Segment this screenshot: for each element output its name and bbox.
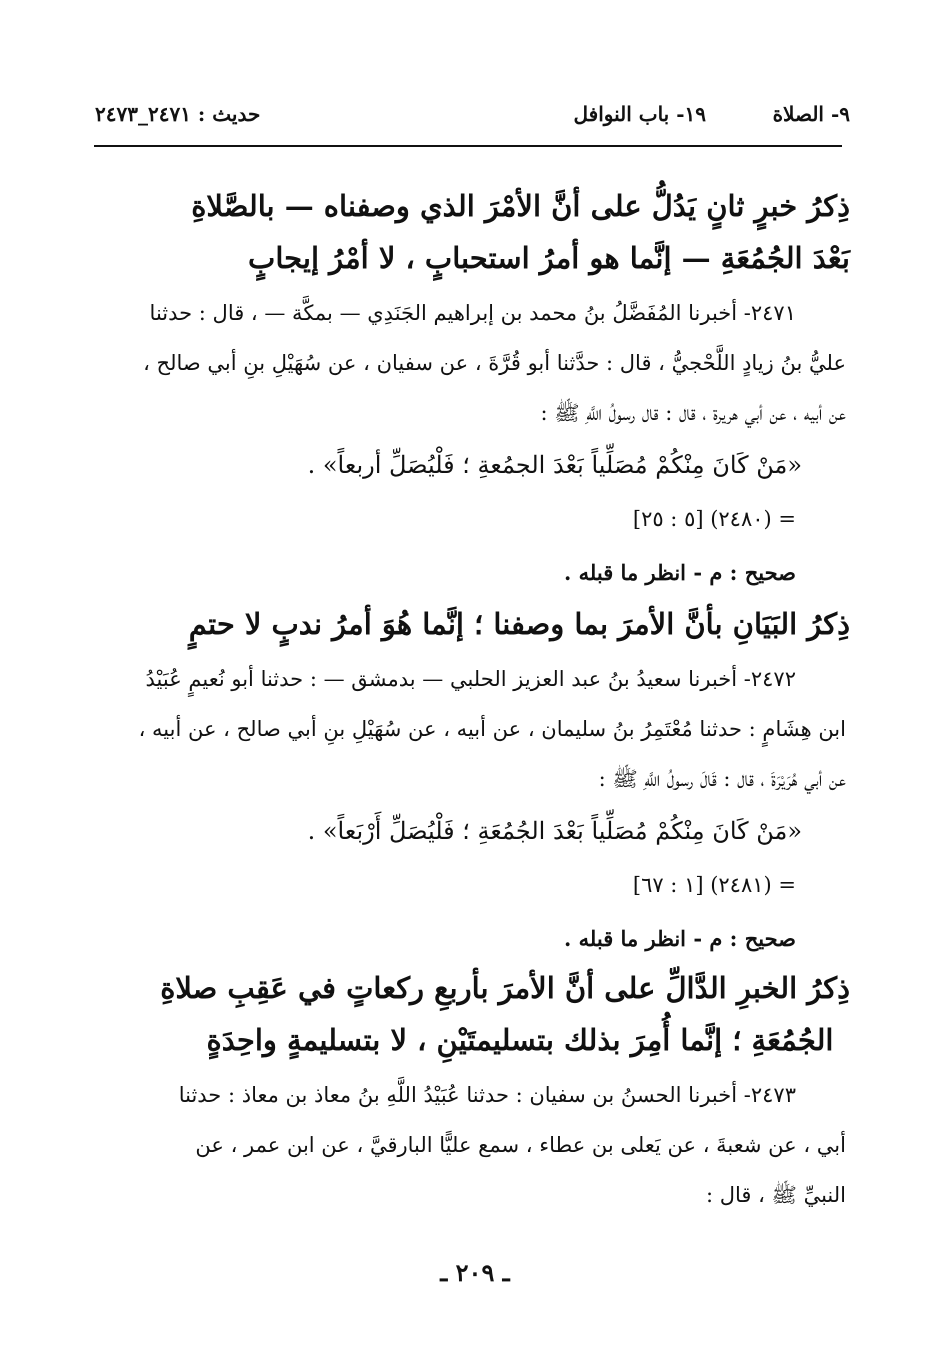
hadith-reference: = (٢٤٨٠) [٥ : ٢٥] xyxy=(632,507,796,531)
title-line: ذِكرُ الخبرِ الدَّالِّ على أنَّ الأمرَ بأربعِ ركعاتٍ في عَقِبِ صلاةِ xyxy=(160,971,850,1005)
hadith-text xyxy=(100,288,846,438)
section-title xyxy=(160,962,850,1066)
section-title xyxy=(190,598,850,650)
title-line: ذِكرُ خبرٍ ثانٍ يَدُلُّ على أنَّ الأمْرَ الذي وصفناه — بالصَّلاةِ xyxy=(191,189,850,223)
section-title xyxy=(190,180,850,284)
running-header-hadith-range: حديث : ٢٤٧١_٢٤٧٣ xyxy=(95,102,261,126)
hadith-matn: «مَنْ كَانَ مِنْكُمْ مُصَلِّياً بَعْدَ الجُمُعَةِ ؛ فَلْيُصَلِّ أَرْبَعاً» . xyxy=(307,817,802,845)
title-line: الجُمُعَةِ ؛ إنَّما أُمِرَ بذلك بتسليمتَيْنِ ، لا بتسليمةٍ واحِدَةٍ xyxy=(206,1023,834,1057)
hadith-line: عن أبي هُرَيْرَةَ ، قال : قَالَ رسولُ اللَّهِ ﷺ : xyxy=(598,767,846,791)
title-line: ذِكرُ البَيَانِ بأنَّ الأمرَ بما وصفنا ؛ إنَّما هُوَ أمرُ ندبٍ لا حتمٍ xyxy=(188,607,850,641)
title-line: بَعْدَ الجُمُعَةِ — إنَّما هو أمرُ استحبابٍ ، لا أمْرُ إيجابٍ xyxy=(248,241,850,275)
hadith-text xyxy=(100,1070,846,1220)
hadith-reference: = (٢٤٨١) [١ : ٦٧] xyxy=(632,873,796,897)
running-header-chapter: ١٩- باب النوافل xyxy=(573,102,706,126)
running-header-book: ٩- الصلاة xyxy=(772,102,850,126)
hadith-line: عن أبيه ، عن أبي هريرة ، قال : قال رسولُ اللَّهِ ﷺ : xyxy=(540,401,846,425)
hadith-line: عليُّ بنُ زيادٍ اللَّحْجيُّ ، قال : حدَّثنا أبو قُرَّةَ ، عن سفيان ، عن سُهَيْلِ بنِ أبي صالح ، xyxy=(143,351,846,375)
hadith-grade: صحيح : م - انظر ما قبله . xyxy=(564,926,796,951)
page-number: ـ ٢٠٩ ـ xyxy=(440,1258,510,1287)
hadith-line: ٢٤٧٢- أخبرنا سعيدُ بنُ عبد العزيز الحلبي — بدمشق — : حدثنا أبو نُعيمٍ عُبَيْدُ xyxy=(145,667,796,691)
hadith-line: ٢٤٧٣- أخبرنا الحسنُ بن سفيان : حدثنا عُبَيْدُ اللَّهِ بنُ معاذ بن معاذ : حدثنا xyxy=(178,1083,796,1107)
hadith-line: أبي ، عن شعبةَ ، عن يَعلى بن عطاء ، سمع عليًّا البارقيَّ ، عن ابن عمر ، عن xyxy=(195,1133,846,1157)
header-rule xyxy=(94,145,842,147)
hadith-grade: صحيح : م - انظر ما قبله . xyxy=(564,560,796,585)
hadith-line: النبيِّ ﷺ ، قال : xyxy=(705,1183,846,1207)
hadith-matn: «مَنْ كَانَ مِنْكُمْ مُصَلِّياً بَعْدَ الجمُعةِ ؛ فَلْيُصَلِّ أربعاً» . xyxy=(307,451,802,479)
hadith-line: ابن هِشَامٍ : حدثنا مُعْتَمِرُ بنُ سليمان ، عن أبيه ، عن سُهَيْلِ بنِ أبي صالح ، عن أبيه ، xyxy=(138,717,846,741)
hadith-text xyxy=(100,654,846,804)
hadith-line: ٢٤٧١- أخبرنا المُفَضَّلُ بنُ محمد بن إبراهيم الجَنَدِي — بمكَّة — ، قال : حدثنا xyxy=(149,301,796,325)
